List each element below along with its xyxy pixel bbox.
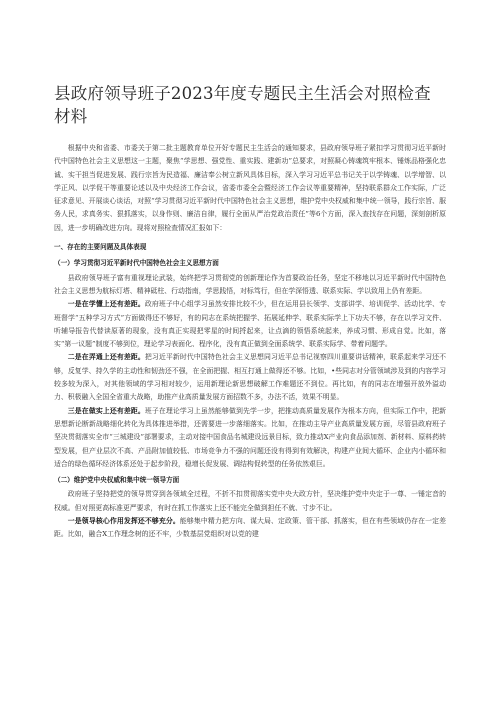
point-paragraph-3 — [54, 405, 446, 471]
subsection-heading-2: （二）维护党中央权威和集中统一领导方面 — [54, 476, 180, 485]
intro-paragraph: 根据中央和省委、市委关于第二批主题教育单位开好专题民主生活会的通知要求，县政府领导班子紧扣学习贯彻习近平新时代中国特色社会主义思想这一主题，聚焦“学思想、强党性、重实践、建新功”总要求，对照凝心铸魂筑牢根本、锤炼品格强化忠诚、实干担当促进发展、践行宗旨为民造福、廉洁奉公树立新风具体目标，深入学习习近平总书记关于以学铸魂、以学增智、以学正风、以学促干等重要论述以及中央经济工作会议，省委市委全会暨经济工作会议等重要精神，坚持联系群众工作实际，广泛征求意见、开展谈心谈话，对照“学习贯彻习近平新时代中国特色社会主义思想，维护党中央权威和集中统一领导，践行宗旨、服务人民，求真务实、狠抓落实，以身作则、廉洁自律，履行全面从严治党政治责任”等6个方面，深入查找存在问题，深刻剖析原因，进一步明确改进方向。现将对照检查情况汇报如下： — [54, 144, 446, 232]
point-lead-1: 一是在学懂上还有差距。 — [67, 300, 145, 309]
point-body-4: 能够集中精力把方向、谋大局、定政策、管干部、抓落实，但在有些领域仍存在一定差距。比如，融合X工作理念树的还不牢，少数基层党组织对以党的建 — [54, 517, 446, 539]
point-lead-2: 二是在弄通上还有差距。 — [67, 353, 145, 362]
subsection-2-paragraph: 政府班子坚持把党的领导贯穿到各领域全过程，不折不扣贯彻落实党中央大政方针，坚决维护党中央定于一尊、一锤定音的权威。但对照更高标准更严要求，有时在抓工作落实上还不能完全做到担任不就、寸步不让。 — [54, 490, 446, 512]
section-heading: 一、存在的主要问题及具体表现 — [54, 243, 147, 252]
point-lead-4: 一是领导核心作用发挥还不够充分。 — [67, 517, 180, 526]
point-paragraph-4 — [54, 515, 446, 542]
subsection-1-paragraph: 县政府领导班子富有重视理论武装，始终把学习贯彻党的创新理论作为首要政治任务，坚定不移地以习近平新时代中国特色社会主义思想为航标灯塔、精神砥柱、行动指南，学思践悟，对标笃行，但在学深悟透、联系实际、学以致用上仍有差距。 — [54, 273, 446, 295]
point-body-1: 政府班子中心组学习虽然安排比较不少，但在运用县长领学、支部讲学、培训促学、活动比学、专班督学“五种学习方式”方面做得还不够好，有的同志在系统把握学、拓展延伸学、联系实际学上下功夫不够，存在以学习文件、听辅导报告代替读原著的现象，没有真正实现把零星的时间捋起来，让点滴的领悟系统起来，养成习惯、形成自觉。比如，落实“第一议题”制度不够到位，理论学习表面化、程序化，没有真正做到全面系统学、联系实际学、带着问题学。 — [54, 300, 447, 349]
document-body — [54, 142, 446, 542]
document-title: 县政府领导班子2023年度专题民主生活会对照检查材料 — [54, 84, 431, 126]
point-body-3: 班子在理论学习上虽然能够做到先学一步，把推动高质量发展作为根本方向，但实际工作中，把新思想新论断新战略细化转化为具体推进举措，还需要进一步落细落实。比如，在推动主导产业高质量发展方面，尽管县政府班子坚决贯彻落实全市“三城建设”部署要求，主动对接中国食品名城建设远景目标，致力推动X产业向食品添加剂、新材料、原料药转型发展，但产业层次不高、产品附加值较低、市场竞争力不强的问题还没有得到有效解决，构建产业间大循环、企业内小循环和适合的绿色循环经济体系还处于起步阶段，稳增长促发展、调结构促转型的任务依然艰巨。 — [54, 406, 447, 468]
point-body-2: 把习近平新时代中国特色社会主义思想同习近平总书记视察四川重要讲话精神，联系起来学习还不够，反复学、持久学的主动性和韧劲还不强，在全面把握、相互打通上做得还不够。比如，•些同志对分管领域涉及到的内容学习较多较为深入，对其他领域的学习相对较少，运用新理论新思想破解工作难题还不到位。再比如，有的同志在增强开放外溢动力、积极融入全国全省重大战略，助推产业高质量发展方面招数不多，办法不活，效果不明显。 — [54, 353, 447, 402]
point-paragraph-1 — [54, 298, 446, 351]
subsection-heading-1: （一）学习贯彻习近平新时代中国特色社会主义思想方面 — [54, 259, 219, 268]
point-lead-3: 三是在做实上还有差距。 — [67, 406, 145, 415]
point-paragraph-2 — [54, 351, 446, 404]
